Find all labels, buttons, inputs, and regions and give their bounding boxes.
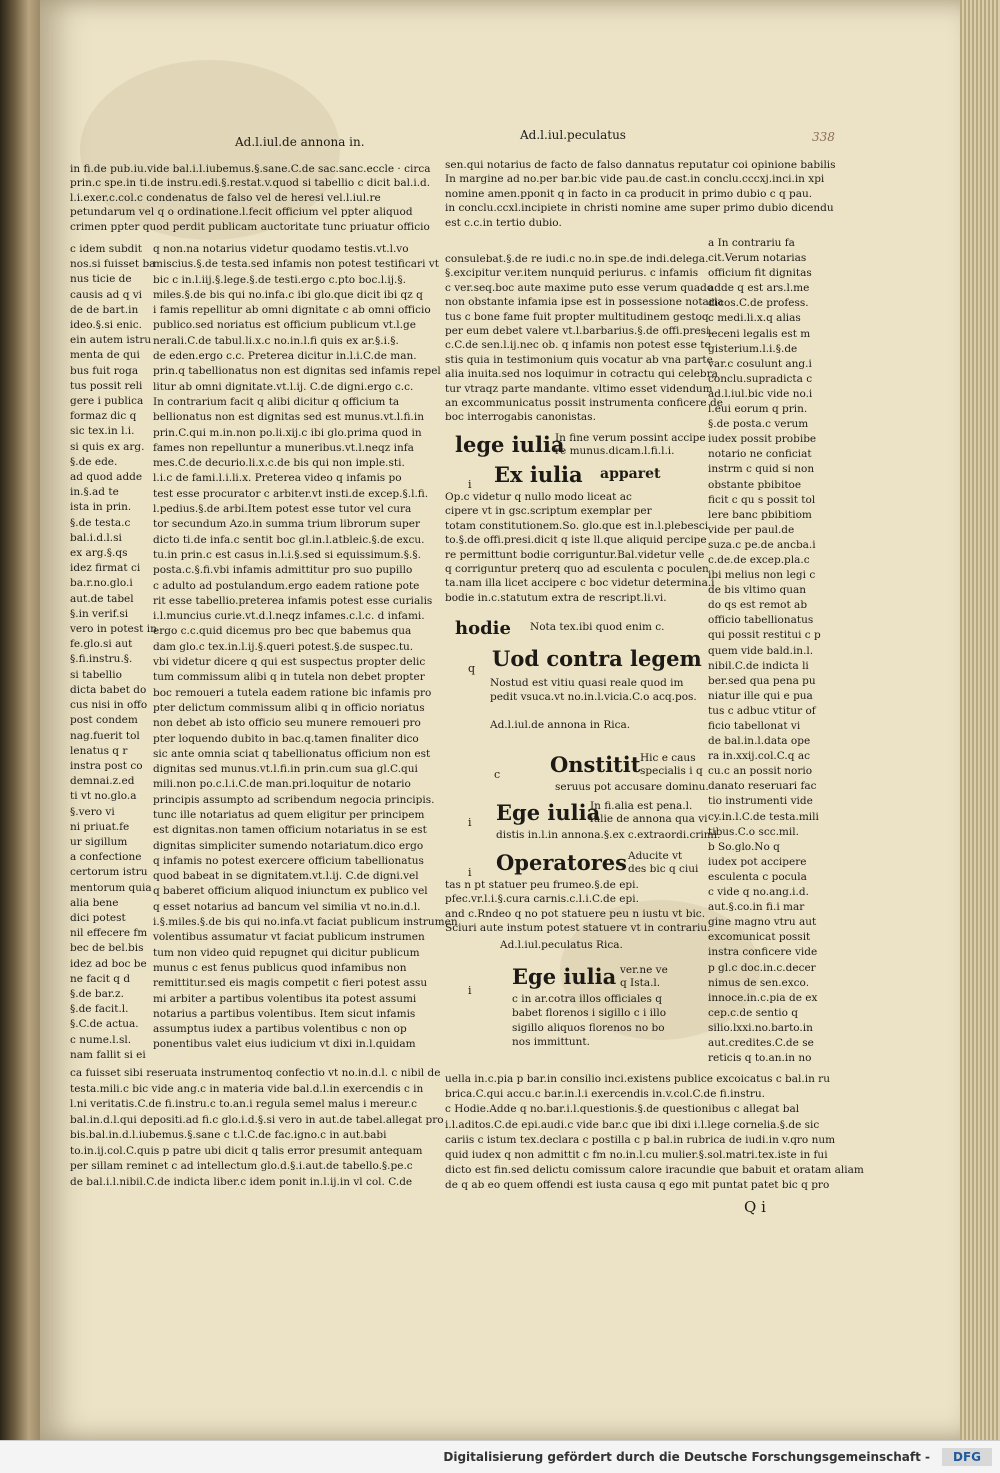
- text-line: nil effecere fm: [70, 927, 148, 940]
- text-line: c Hodie.Adde q no.bar.i.l.questionis.§.de questionibus c allegat bal: [445, 1103, 800, 1116]
- left-column-top: [70, 162, 431, 234]
- text-line: crimen ppter quod perdit publicam auctoritate tunc priuatur officio: [70, 220, 430, 233]
- text-line: officium fit dignitas: [708, 267, 812, 280]
- text-line: publico.sed noriatus est officium publicum vt.l.ge: [153, 319, 416, 332]
- text-line: brica.C.qui accu.c bar.in.l.i exercendis in.v.col.C.de fi.instru.: [445, 1088, 765, 1101]
- text-line: adde q est ars.l.me: [708, 282, 810, 295]
- text-line: reticis q to.an.in no: [708, 1052, 812, 1065]
- text-line: c nume.l.sl.: [70, 1033, 132, 1046]
- text-line: iudex possit probibe: [708, 433, 817, 446]
- text-line: dignitas simpliciter sumendo notariatum.dico ergo: [153, 839, 424, 852]
- text-line: tus c adbuc vtitur of: [708, 704, 816, 717]
- text-line: mes.C.de decurio.li.x.c.de bis qui non imple.sti.: [153, 457, 405, 470]
- ege-iulia-text: [590, 800, 708, 826]
- text-line: ne facit q d: [70, 972, 131, 985]
- text-line: notarius a partibus volentibus. Item sicut infamis: [153, 1007, 416, 1020]
- quod-contra-text: [490, 676, 705, 705]
- text-line: a confectione: [70, 851, 142, 864]
- heading-ege-iulia: Ege iulia: [496, 800, 601, 825]
- text-line: c ver.seq.boc aute maxime puto esse verum quado: [445, 281, 714, 294]
- dfg-logo: DFG: [942, 1448, 992, 1466]
- text-line: §.de facit.l.: [70, 1003, 129, 1016]
- text-line: miscius.§.de testa.sed infamis non potest testificari vt: [153, 258, 439, 271]
- text-line: de bis vltimo quan: [708, 584, 807, 597]
- text-line: fe.glo.si aut: [70, 638, 133, 651]
- text-line: danato reseruari fac: [708, 780, 817, 793]
- text-line: tu.in prin.c est casus in.l.i.§.sed si equissimum.§.§.: [153, 548, 421, 561]
- text-line: ad quod adde: [70, 471, 143, 484]
- text-line: bal.in.d.l.qui depositi.ad fi.c glo.i.d.§.si vero in aut.de tabel.allegat pro: [70, 1113, 444, 1126]
- text-line: quem vide bald.in.l.: [708, 644, 814, 657]
- onstitit-text: [640, 752, 710, 778]
- text-line: §.excipitur ver.item nunquid periurus. c infamis: [445, 267, 699, 280]
- text-line: silio.lxxi.no.barto.in: [708, 1021, 813, 1034]
- text-line: cus nisi in offo: [70, 699, 148, 712]
- text-line: l.eui eorum q prin.: [708, 403, 808, 416]
- text-line: §.de posta.c verum: [708, 418, 809, 431]
- text-line: dignitas sed munus.vt.l.fi.in prin.cum sua gl.C.qui: [153, 763, 418, 776]
- section-marker: i: [468, 816, 472, 829]
- text-line: non debet ab isto officio seu munere remoueri pro: [153, 717, 421, 730]
- text-line: remittitur.sed eis magis competit c fieri potest assu: [153, 977, 428, 990]
- text-line: si tabellio: [70, 668, 122, 681]
- text-line: consulebat.§.de re iudi.c no.in spe.de indi.delega.: [445, 253, 709, 265]
- text-line: menta de qui: [70, 349, 140, 362]
- text-line: i.l.aditos.C.de epi.audi.c vide bar.c que ibi dixi i.l.lege cornelia.§.de sic: [445, 1118, 820, 1131]
- text-line: tur vtraqz parte mandante. vltimo esset videndum: [445, 382, 713, 395]
- text-line: de bal.i.l.nibil.C.de indicta liber.c idem ponit in.l.ij.in vl col. C.de: [70, 1175, 413, 1188]
- text-line: de q ab eo quem offendi est iusta causa q ego mit puntat patet bic q pro: [445, 1179, 830, 1192]
- text-line: de bal.in.l.data ope: [708, 735, 811, 748]
- text-line: tus c bone fame fuit propter multitudinem gestoq: [445, 310, 709, 323]
- text-line: in.§.ad te: [70, 486, 119, 499]
- text-line: ibi melius non legi c: [708, 569, 816, 582]
- text-line: aut.de tabel: [70, 592, 134, 605]
- text-line: quod babeat in se dignitatem.vt.l.ij. C.de digni.vel: [153, 870, 419, 883]
- text-line: babet florenos i sigillo c i illo: [512, 1007, 667, 1020]
- text-line: instra post co: [70, 759, 143, 772]
- text-line: q baberet officium aliquod iniunctum ex publico vel: [153, 885, 428, 898]
- ex-iulia-text: [445, 490, 715, 605]
- text-line: gine magno vtru aut: [708, 916, 817, 929]
- text-line: demnai.z.ed: [70, 775, 135, 788]
- text-line: i.§.miles.§.de bis qui no.infa.vt faciat publicum instrumen: [153, 916, 458, 929]
- text-line: ergo c.c.quid dicemus pro bec que babemus qua: [153, 625, 412, 638]
- text-line: quid iudex q non admittit c fm no.in.l.cu mulier.§.sol.matri.tex.iste in fui: [445, 1149, 828, 1162]
- text-line: In margine ad no.per bar.bic vide pau.de cast.in conclu.cccxj.inci.in xpi: [445, 173, 825, 186]
- text-line: suza.c pe.de ancba.i: [708, 538, 816, 551]
- text-line: per eum debet valere vt.l.barbarius.§.de offi.presi.: [445, 325, 713, 338]
- text-line: non obstante infamia ipse est in possessione notaria: [445, 296, 724, 309]
- text-line: tor secundum Azo.in summa trium librorum super: [153, 518, 421, 531]
- text-line: dam glo.c tex.in.l.ij.§.queri potest.§.de suspec.tu.: [153, 640, 414, 653]
- text-line: ista in prin.: [70, 501, 132, 514]
- text-line: uella in.c.pia p bar.in consilio inci.existens publice excoicatus c bal.in ru: [445, 1073, 830, 1085]
- footer-bar: [0, 1440, 1000, 1473]
- text-line: lere banc pbibitiom: [708, 508, 812, 521]
- text-line: lenatus q r: [70, 744, 128, 757]
- text-line: innoce.in.c.pia de ex: [708, 991, 818, 1004]
- text-line: ver.ne ve: [620, 964, 668, 976]
- text-line: do qs est remot ab: [708, 599, 808, 612]
- right-running-head: Ad.l.iul.peculatus: [520, 128, 626, 142]
- text-line: §.C.de actua.: [70, 1018, 139, 1031]
- text-line: bec de bel.bis: [70, 942, 144, 955]
- text-line: c.C.de sen.l.ij.nec ob. q infamis non potest esse te: [445, 339, 711, 352]
- text-line: est dignitas.non tamen officium notariatus in se est: [153, 824, 427, 837]
- ege-iulia-text-tail: distis in.l.in annona.§.ex c.extraordi.crimi.: [496, 829, 721, 841]
- text-line: q non.na notarius videtur quodamo testis.vt.l.vo: [153, 243, 409, 255]
- text-line: cariis c istum tex.declara c postilla c p bal.in rubrica de iudi.in v.qro num: [445, 1133, 836, 1146]
- text-line: cipere vt in gsc.scriptum exemplar per: [445, 505, 652, 518]
- text-line: post condem: [70, 714, 138, 727]
- text-line: q infamis no potest exercere officium tabellionatus: [153, 854, 424, 867]
- text-line: miles.§.de bis qui no.infa.c ibi glo.que dicit ibi qz q: [153, 288, 423, 301]
- text-line: c in ar.cotra illos officiales q: [512, 993, 662, 1005]
- text-line: Aducite vt: [628, 850, 683, 862]
- text-line: specialis i q: [640, 765, 703, 777]
- text-line: Op.c videtur q nullo modo liceat ac: [445, 491, 632, 503]
- text-line: dicto ti.de infa.c sentit boc gl.in.l.atbleic.§.de excu.: [153, 533, 425, 546]
- text-line: to.in.ij.col.C.quis p patre ubi dicit q talis error presumit antequam: [70, 1144, 423, 1157]
- book-fore-edge: [960, 0, 1000, 1440]
- text-line: Hic e caus: [640, 752, 696, 764]
- operatores-text-side: [628, 850, 706, 876]
- text-line: ideo.§.si enic.: [70, 319, 142, 332]
- text-line: i.l.muncius curie.vt.d.l.neqz infames.c.l.c. d infami.: [153, 610, 425, 623]
- text-line: c vide q no.ang.i.d.: [708, 886, 809, 899]
- text-line: de de bart.in: [70, 303, 139, 316]
- section-marker: c: [494, 768, 501, 781]
- text-line: idez ad boc be: [70, 957, 147, 970]
- text-line: aut.§.co.in fi.i mar: [708, 901, 805, 914]
- text-line: ex arg.§.qs: [70, 547, 128, 560]
- text-line: notario ne conficiat: [708, 448, 812, 461]
- section-marker: i: [468, 478, 472, 491]
- text-line: in fi.de pub.iu.vide bal.i.l.iubemus.§.sane.C.de sac.sanc.eccle · circa: [70, 163, 431, 175]
- text-line: bal.i.d.l.si: [70, 531, 122, 544]
- text-line: nus ticie de: [70, 273, 132, 286]
- text-line: iulie de annona qua vi: [590, 813, 708, 825]
- text-line: vero in potest in: [70, 623, 157, 636]
- text-line: l.i.exer.c.col.c condenatus de falso vel de heresi vel.l.iul.re: [70, 191, 381, 204]
- text-line: prin.C.qui m.in.non po.li.xij.c ibi glo.prima quod in: [153, 426, 422, 439]
- heading-quod-contra-legem: Uod contra legem: [492, 646, 702, 671]
- text-line: pedit vsuca.vt no.in.l.vicia.C.o acq.pos.: [490, 691, 697, 704]
- text-line: munus c est fenus publicus quod infamibus non: [153, 961, 407, 974]
- signature-mark: Q i: [744, 1198, 766, 1216]
- text-line: l.ni veritatis.C.de fi.instru.c to.an.i regula semel malus i mereur.c: [70, 1098, 418, 1110]
- text-line: b So.glo.No q: [708, 840, 780, 853]
- text-line: nam fallit si ei: [70, 1048, 146, 1061]
- text-line: In fi.alia est pena.l.: [590, 800, 693, 812]
- text-line: stis quia in testimonium quis vocatur ab vna parte: [445, 353, 713, 366]
- text-line: mentorum quia: [70, 881, 152, 894]
- text-line: ficio tabellonat vi: [708, 720, 801, 732]
- text-line: officio tabellionatus: [708, 614, 814, 627]
- text-line: sic ante omnia sciat q tabellionatus officium non est: [153, 747, 431, 760]
- text-line: tibus.C.o scc.mil.: [708, 825, 799, 838]
- text-line: bic c in.l.iij.§.lege.§.de testi.ergo c.pto boc.l.ij.§.: [153, 273, 406, 286]
- text-line: ein autem istru: [70, 334, 152, 347]
- ege-iulia-2-text: [512, 992, 707, 1050]
- text-line: boc remoueri a tutela eadem ratione bic infamis pro: [153, 686, 432, 699]
- text-line: aut.credites.C.de se: [708, 1036, 814, 1049]
- text-line: alia bene: [70, 896, 119, 909]
- text-line: §.fi.instru.§.: [70, 653, 133, 666]
- text-line: leceni legalis est m: [708, 327, 811, 340]
- text-line: bellionatus non est dignitas sed est munus.vt.l.fi.in: [153, 411, 424, 424]
- text-line: ti vt no.glo.a: [70, 790, 137, 803]
- text-line: tio instrumenti vide: [708, 795, 813, 808]
- text-line: sic tex.in l.i.: [70, 425, 135, 438]
- text-line: idez firmat ci: [70, 562, 141, 575]
- text-line: ca fuisset sibi reseruata instrumentoq confectio vt no.in.d.l. c nibil de: [70, 1067, 441, 1079]
- right-side-column: [708, 236, 820, 1066]
- text-line: prin.c spe.in ti.de instru.edi.§.restat.v.quod si tabellio c dicit bal.i.d.: [70, 177, 431, 190]
- text-line: c medi.li.x.q alias: [708, 312, 801, 325]
- text-line: ad.l.iul.bic vide no.i: [708, 387, 813, 400]
- text-line: dici potest: [70, 911, 126, 924]
- text-line: nag.fuerit tol: [70, 729, 140, 742]
- text-line: rit esse tabellio.preterea infamis potest esse curialis: [153, 594, 433, 607]
- text-line: var.c cosulunt ang.i: [708, 357, 812, 370]
- text-line: pter delictum commissum alibi q in officio noriatus: [153, 701, 425, 714]
- text-line: gere i publica: [70, 395, 144, 408]
- text-line: nibil.C.de indicta li: [708, 659, 809, 672]
- text-line: tunc ille notariatus ad quem eligitur per principem: [153, 808, 425, 821]
- text-line: re munus.dicam.l.fi.l.i.: [555, 445, 675, 457]
- text-line: and c.Rndeo q no pot statuere peu n iustu vt bic.: [445, 907, 706, 920]
- footer-credit: Digitalisierung gefördert durch die Deutsche Forschungsgemeinschaft -: [443, 1450, 930, 1464]
- text-line: §.de ede.: [70, 455, 118, 468]
- text-line: si quis ex arg.: [70, 440, 145, 453]
- heading-operatores: Operatores: [496, 850, 627, 875]
- text-line: ber.sed qua pena pu: [708, 674, 816, 687]
- text-line: cu.c an possit norio: [708, 765, 813, 778]
- text-line: q esset notarius ad bancum vel similia vt no.in.d.l.: [153, 900, 421, 913]
- text-line: test esse procurator c arbiter.vt insti.de excep.§.l.fi.: [153, 487, 429, 500]
- heading-hodie: hodie: [455, 618, 511, 639]
- rubric-peculatus: Ad.l.iul.peculatus Rica.: [500, 939, 623, 951]
- text-line: totam constitutionem.So. glo.que est in.l.plebesci: [445, 519, 709, 532]
- text-line: §.vero vi: [70, 805, 115, 818]
- text-line: est c.c.in tertio dubio.: [445, 216, 562, 229]
- text-line: petundarum vel q o ordinatione.l.fecit officium vel ppter aliquod: [70, 206, 413, 219]
- heading-lege-iulia: lege iulia: [455, 432, 565, 457]
- text-line: volentibus assumatur vt faciat publicum instrumen: [153, 931, 425, 944]
- text-line: §.de testa.c: [70, 516, 131, 529]
- folio-number: 338: [812, 130, 835, 144]
- text-line: nerali.C.de tabul.li.x.c no.in.l.fi quis ex ar.§.i.§.: [153, 334, 399, 347]
- text-line: gisterium.l.i.§.de: [708, 342, 798, 355]
- text-line: ur sigillum: [70, 835, 128, 848]
- text-line: qui possit restitui c p: [708, 629, 821, 642]
- text-line: bus fuit roga: [70, 364, 139, 377]
- text-line: cep.c.de sentio q: [708, 1006, 798, 1019]
- text-line: c idem subdit: [70, 243, 142, 255]
- left-running-head: Ad.l.iul.de annona in.: [235, 135, 365, 149]
- right-column-mid: [445, 252, 724, 425]
- text-line: alia inuita.sed nos loquimur in cotractu qui celebra: [445, 368, 718, 381]
- text-line: vbi videtur dicere q qui est suspectus propter delic: [153, 656, 426, 669]
- text-line: ponentibus valet eius iudicium vt dixi in.l.quidam: [153, 1038, 416, 1051]
- text-line: pter loquendo dubito in bac.q.tamen finaliter dico: [153, 732, 419, 745]
- text-line: tas n pt statuer peu frumeo.§.de epi.: [445, 879, 639, 891]
- text-line: mili.non po.c.l.i.C.de man.pri.loquitur de notario: [153, 778, 411, 791]
- text-line: c adulto ad postulandum.ergo eadem ratione pote: [153, 579, 420, 592]
- text-line: assumptus iudex a partibus volentibus c non op: [153, 1023, 407, 1036]
- text-line: obstante pbibitoe: [708, 478, 802, 491]
- text-line: an excommunicatus possit instrumenta conficere de: [445, 397, 723, 410]
- text-line: ba.r.no.glo.i: [70, 577, 133, 590]
- ege-iulia-2-text-side: [620, 964, 705, 990]
- text-line: q corriguntur preterq quo ad esculenta c poculen: [445, 563, 709, 576]
- text-line: boc interrogabis canonistas.: [445, 411, 596, 424]
- text-line: cy.in.l.C.de testa.mili: [708, 810, 819, 823]
- section-marker: i: [468, 866, 472, 879]
- text-line: ra in.xxij.col.C.q ac: [708, 750, 810, 763]
- text-line: prin.q tabellionatus non est dignitas sed infamis repel: [153, 365, 441, 378]
- text-line: esculenta c pocula: [708, 870, 807, 883]
- text-line: pfec.vr.l.i.§.cura carnis.c.l.i.C.de epi.: [445, 893, 639, 906]
- text-line: tum non video quid repugnet qui dicitur publicum: [153, 946, 420, 959]
- heading-ege-iulia-2: Ege iulia: [512, 964, 617, 989]
- text-line: §.de bar.z.: [70, 987, 124, 1000]
- text-line: conclu.supradicta c: [708, 372, 813, 385]
- text-line: p gl.c doc.in.c.decer: [708, 961, 816, 974]
- text-line: l.pedius.§.de arbi.Item potest esse tutor vel cura: [153, 503, 412, 516]
- text-line: de eden.ergo c.c. Preterea dicitur in.l.i.C.de man.: [153, 350, 417, 363]
- left-column-bottom: [70, 1066, 444, 1190]
- text-line: fames non repelluntur a muneribus.vt.l.neqz infa: [153, 441, 414, 454]
- section-marker: q: [468, 662, 476, 675]
- text-line: dicos.C.de profess.: [708, 297, 809, 310]
- text-line: re permittunt bodie corriguntur.Bal.videtur velle: [445, 548, 705, 561]
- text-line: a In contrariu fa: [708, 237, 795, 249]
- text-line: nos immittunt.: [512, 1036, 590, 1049]
- text-line: c.de.de excep.pla.c: [708, 553, 810, 566]
- text-line: bodie in.c.statutum extra de rescript.li.vi.: [445, 591, 667, 604]
- text-line: formaz dic q: [70, 410, 137, 423]
- text-line: ficit c qu s possit tol: [708, 493, 816, 506]
- text-line: In fine verum possint accipe: [555, 432, 706, 444]
- heading-apparet: apparet: [600, 466, 661, 482]
- text-line: causis ad q vi: [70, 288, 143, 301]
- text-line: nimus de sen.exco.: [708, 976, 810, 989]
- text-line: per sillam reminet c ad intellectum glo.d.§.i.aut.de tabello.§.pe.c: [70, 1160, 413, 1172]
- text-line: sen.qui notarius de facto de falso dannatus reputatur coi opinione babilis: [445, 159, 836, 171]
- text-line: q Ista.l.: [620, 977, 661, 989]
- section-marker: i: [468, 984, 472, 997]
- text-line: bis.bal.in.d.l.iubemus.§.sane c t.l.C.de fac.igno.c in aut.babi: [70, 1129, 387, 1141]
- text-line: litur ab omni dignitate.vt.l.ij. C.de digni.ergo c.c.: [153, 380, 414, 393]
- text-line: principis assumpto ad scribendum negocia principis.: [153, 793, 435, 806]
- left-column-main: [153, 242, 458, 1053]
- text-line: mi arbiter a partibus volentibus ita potest assumi: [153, 992, 417, 1005]
- text-line: sigillo aliquos florenos no bo: [512, 1021, 665, 1034]
- text-line: cit.Verum notarias: [708, 252, 807, 265]
- text-line: des bic q ciui: [628, 863, 699, 875]
- text-line: nos.si fuisset ba: [70, 258, 156, 271]
- heading-onstitit: Onstitit: [550, 752, 641, 777]
- text-line: In contrarium facit q alibi dicitur q officium ta: [153, 395, 400, 408]
- onstitit-text-tail: seruus pot accusare dominu.: [555, 781, 709, 793]
- text-line: niatur ille qui e pua: [708, 689, 813, 702]
- text-line: testa.mili.c bic vide ang.c in materia vide bal.d.l.in exercendis c in: [70, 1082, 424, 1095]
- text-line: instrm c quid si non: [708, 463, 815, 476]
- text-line: dicto est fin.sed delictu comissum calore iracundie que babuit et oratam aliam: [445, 1164, 864, 1177]
- text-line: tus possit reli: [70, 379, 143, 392]
- text-line: §.in verif.si: [70, 607, 129, 620]
- left-column-narrow: [70, 242, 157, 1063]
- text-line: l.i.c de fami.l.i.li.x. Preterea video q infamis po: [153, 472, 402, 485]
- text-line: tum commissum alibi q in tutela non debet propter: [153, 671, 425, 684]
- text-line: Nostud est vitiu quasi reale quod im: [490, 677, 684, 689]
- heading-ex-iulia: Ex iulia: [494, 462, 583, 487]
- operatores-text: [445, 878, 711, 936]
- text-line: nomine amen.pponit q in facto in ca producit in primo dubio c q pau.: [445, 187, 813, 200]
- text-line: instra conficere vide: [708, 946, 818, 959]
- text-line: ni priuat.fe: [70, 820, 130, 833]
- text-line: in conclu.ccxl.incipiete in christi nomine ame super primo dubio dicendu: [445, 202, 834, 215]
- text-line: iudex pot accipere: [708, 855, 807, 868]
- rubric-annona: Ad.l.iul.de annona in Rica.: [490, 719, 631, 731]
- text-line: ta.nam illa licet accipere c boc videtur determina.i: [445, 577, 715, 590]
- text-line: i famis repellitur ab omni dignitate c ab omni officio: [153, 304, 431, 317]
- right-column-top: [445, 158, 836, 230]
- text-line: dicta babet do: [70, 683, 147, 696]
- right-column-bottom: [445, 1072, 864, 1194]
- text-line: vide per paul.de: [708, 523, 795, 536]
- text-line: Sciuri aute instum potest statuere vt in contrariu.: [445, 922, 711, 935]
- hodie-note: Nota tex.ibi quod enim c.: [530, 621, 665, 633]
- text-line: excomunicat possit: [708, 931, 811, 944]
- lege-iulia-gloss: [555, 432, 705, 458]
- text-line: certorum istru: [70, 866, 148, 879]
- text-line: to.§.de offi.presi.dicit q iste ll.que aliquid percipe: [445, 534, 707, 547]
- text-line: posta.c.§.fi.vbi infamis admittitur pro suo pupillo: [153, 564, 413, 577]
